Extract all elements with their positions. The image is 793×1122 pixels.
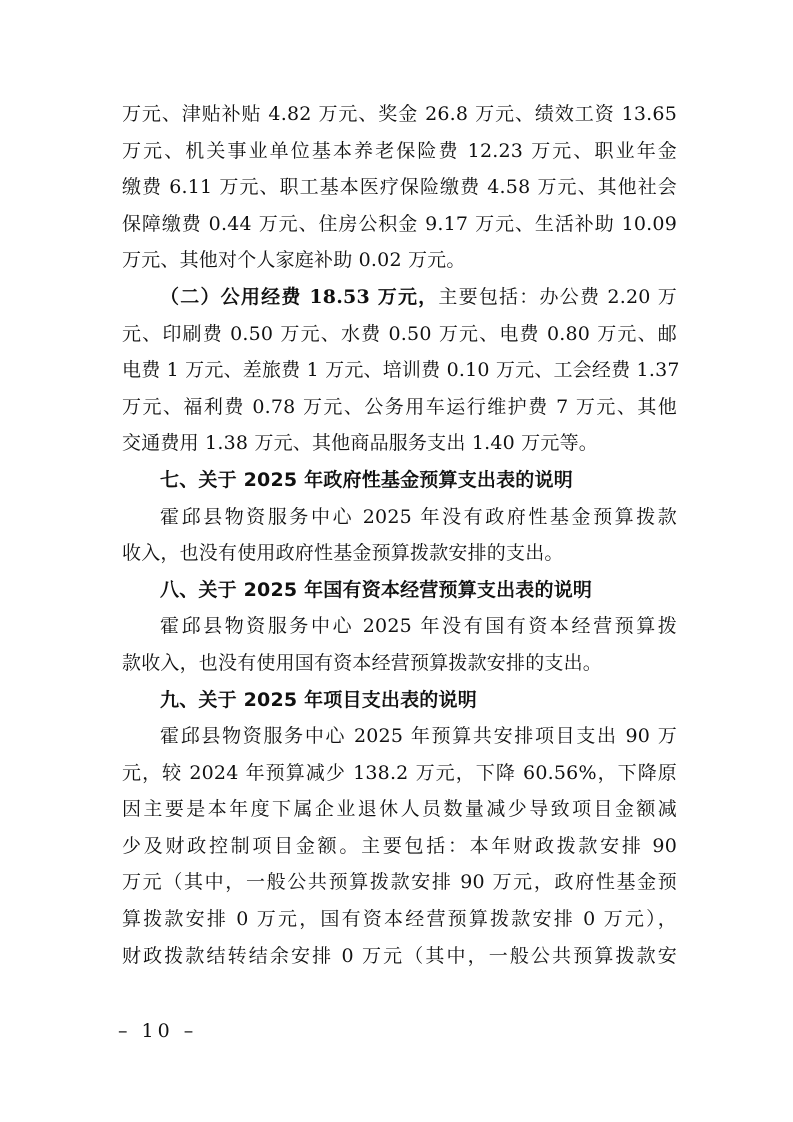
public-expenses-lead-rest: 主要包括：办公费 2.20 万 xyxy=(438,285,677,308)
text-line: 电费 1 万元、差旅费 1 万元、培训费 0.10 万元、工会经费 1.37 xyxy=(122,359,680,382)
text-line: 万元、津贴补贴 4.82 万元、奖金 26.8 万元、绩效工资 13.65 xyxy=(122,103,677,125)
text-line: 款收入，也没有使用国有资本经营预算拨款安排的支出。 xyxy=(122,651,603,674)
text-line-lead xyxy=(122,279,677,316)
text-line: 霍邱县物资服务中心 2025 年预算共安排项目支出 90 万 xyxy=(160,725,677,748)
section-government-fund-budget xyxy=(122,462,677,572)
paragraph-personnel-expenses xyxy=(122,96,677,279)
text-line: 元，较 2024 年预算减少 138.2 万元，下降 60.56%，下降原 xyxy=(122,761,677,784)
text-line: 少及财政控制项目金额。主要包括：本年财政拨款安排 90 xyxy=(122,834,677,857)
text-line: 保障缴费 0.44 万元、住房公积金 9.17 万元、生活补助 10.09 xyxy=(122,212,677,235)
text-line: 因主要是本年度下属企业退休人员数量减少导致项目金额减 xyxy=(122,798,677,821)
section-heading: 九、关于 2025 年项目支出表的说明 xyxy=(160,688,477,711)
text-line: 万元、机关事业单位基本养老保险费 12.23 万元、职业年金 xyxy=(122,139,677,162)
text-line: 元、印刷费 0.50 万元、水费 0.50 万元、电费 0.80 万元、邮 xyxy=(122,322,677,345)
section-project-expenditure xyxy=(122,682,677,975)
text-line: 算拨款安排 0 万元，国有资本经营预算拨款安排 0 万元）， xyxy=(122,908,677,931)
paragraph-public-expenses xyxy=(122,279,680,462)
text-line: 霍邱县物资服务中心 2025 年没有政府性基金预算拨款 xyxy=(160,505,677,528)
section-state-capital-budget xyxy=(122,572,677,682)
section-heading: 七、关于 2025 年政府性基金预算支出表的说明 xyxy=(160,468,573,491)
text-line: 缴费 6.11 万元、职工基本医疗保险缴费 4.58 万元、其他社会 xyxy=(122,176,677,199)
text-line: 万元、其他对个人家庭补助 0.02 万元。 xyxy=(122,249,466,272)
section-heading: 八、关于 2025 年国有资本经营预算支出表的说明 xyxy=(160,578,593,601)
text-line: 万元、福利费 0.78 万元、公务用车运行维护费 7 万元、其他 xyxy=(122,395,677,418)
text-line: 交通费用 1.38 万元、其他商品服务支出 1.40 万元等。 xyxy=(122,432,598,455)
page-number: – 10 – xyxy=(118,1020,198,1042)
text-line: 万元（其中，一般公共预算拨款安排 90 万元，政府性基金预 xyxy=(122,871,677,894)
text-line: 收入，也没有使用政府性基金预算拨款安排的支出。 xyxy=(122,542,564,565)
document-body xyxy=(122,96,680,974)
text-line: 霍邱县物资服务中心 2025 年没有国有资本经营预算拨 xyxy=(160,615,677,638)
public-expenses-lead: （二）公用经费 18.53 万元， xyxy=(160,285,439,308)
text-line: 财政拨款结转结余安排 0 万元（其中，一般公共预算拨款安 xyxy=(122,944,677,967)
